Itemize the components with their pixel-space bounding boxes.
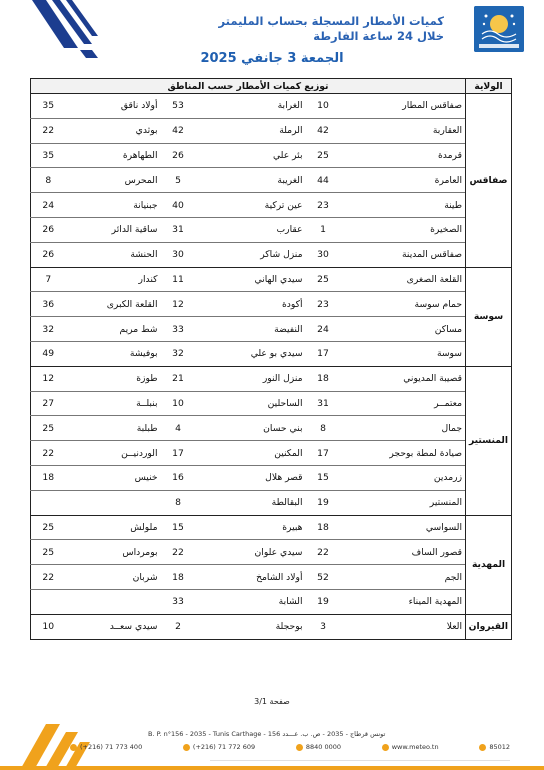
station-name: القلعة الكبرى [66, 292, 161, 317]
station-name: قرمدة [341, 143, 466, 168]
station-name: منزل شاكر [196, 242, 306, 267]
rainfall-value: 35 [31, 94, 66, 119]
table-row [31, 292, 512, 317]
station-name: العقاربة [341, 118, 466, 143]
rainfall-value: 1 [306, 217, 341, 242]
rainfall-value: 35 [31, 143, 66, 168]
rainfall-value: 23 [306, 292, 341, 317]
footer-phone-1-text: (+216) 71 773 400 [80, 743, 143, 751]
rainfall-value: 25 [31, 416, 66, 441]
header-distribution: توزيع كميات الأمطار حسب المناطق [31, 79, 466, 94]
station-name: الغريبة [196, 168, 306, 193]
footer-code-text: 85012 [489, 743, 510, 751]
station-name: سوسة [341, 341, 466, 366]
rainfall-value: 49 [31, 341, 66, 366]
station-name: بوثدي [66, 118, 161, 143]
rainfall-value: 3 [306, 614, 341, 639]
rainfall-value: 8 [161, 490, 196, 515]
rainfall-value: 32 [161, 341, 196, 366]
mail-icon [479, 744, 486, 751]
phone-icon [70, 744, 77, 751]
station-name: صفاقس المدينة [341, 242, 466, 267]
table-row [31, 94, 512, 119]
table-row [31, 341, 512, 366]
governorate-cell: المنستير [466, 366, 512, 515]
footer-phone-3 [296, 743, 341, 751]
station-name: صفاقس المطار [341, 94, 466, 119]
table-row [31, 416, 512, 441]
rainfall-value: 19 [306, 589, 341, 614]
rainfall-table [30, 78, 512, 640]
rainfall-value: 25 [31, 515, 66, 540]
table-row [31, 242, 512, 267]
station-name: طبلبة [66, 416, 161, 441]
rainfall-value: 8 [306, 416, 341, 441]
table-row [31, 391, 512, 416]
table-body [31, 94, 512, 640]
report-title [219, 14, 444, 44]
rainfall-value: 22 [31, 441, 66, 466]
governorate-cell: المهدية [466, 515, 512, 614]
rainfall-value: 33 [161, 317, 196, 342]
station-name: الشابة [196, 589, 306, 614]
table-row [31, 490, 512, 515]
station-name: بئر علي [196, 143, 306, 168]
rainfall-value: 25 [31, 540, 66, 565]
station-name [66, 589, 161, 614]
globe-icon [382, 744, 389, 751]
table-row [31, 465, 512, 490]
station-name: جمال [341, 416, 466, 441]
governorate-cell: سوسة [466, 267, 512, 366]
table-row [31, 540, 512, 565]
table-row [31, 366, 512, 391]
rainfall-value: 30 [161, 242, 196, 267]
station-name: القلعة الصغرى [341, 267, 466, 292]
rainfall-value: 23 [306, 193, 341, 218]
rainfall-value: 12 [31, 366, 66, 391]
station-name: المهدية الميناء [341, 589, 466, 614]
governorate-cell: القيروان [466, 614, 512, 639]
rainfall-value: 8 [31, 168, 66, 193]
station-name: البقالطة [196, 490, 306, 515]
rainfall-value: 19 [306, 490, 341, 515]
rainfall-value: 10 [161, 391, 196, 416]
phone-icon [296, 744, 303, 751]
rainfall-value: 10 [306, 94, 341, 119]
station-name: بنبلــة [66, 391, 161, 416]
table-row [31, 118, 512, 143]
station-name: سيدي بو علي [196, 341, 306, 366]
rainfall-value: 10 [31, 614, 66, 639]
station-name: المحرس [66, 168, 161, 193]
rainfall-value: 30 [306, 242, 341, 267]
footer-phone-3-text: 8840 0000 [305, 743, 341, 751]
rainfall-value: 22 [306, 540, 341, 565]
rainfall-value: 18 [306, 515, 341, 540]
station-name: قصر هلال [196, 465, 306, 490]
station-name: أولاد ناقق [66, 94, 161, 119]
station-name: زرمدين [341, 465, 466, 490]
table-row [31, 565, 512, 590]
station-name: الساحلين [196, 391, 306, 416]
station-name [66, 490, 161, 515]
station-name: سيدي علوان [196, 540, 306, 565]
table-row [31, 441, 512, 466]
rainfall-value: 12 [161, 292, 196, 317]
rainfall-value [31, 490, 66, 515]
rainfall-value: 15 [161, 515, 196, 540]
station-name: بني حسان [196, 416, 306, 441]
station-name: العامرة [341, 168, 466, 193]
station-name: سيدي الهاني [196, 267, 306, 292]
station-name: الصخيرة [341, 217, 466, 242]
rainfall-value: 22 [31, 565, 66, 590]
rainfall-value: 22 [161, 540, 196, 565]
station-name: شط مريم [66, 317, 161, 342]
rainfall-value: 22 [31, 118, 66, 143]
page-number: صفحة 3/1 [254, 697, 290, 706]
report-date: الجمعة 3 جانفي 2025 [200, 51, 344, 66]
station-name: معتمــر [341, 391, 466, 416]
rainfall-value: 18 [31, 465, 66, 490]
rainfall-value: 4 [161, 416, 196, 441]
rainfall-value: 18 [306, 366, 341, 391]
rainfall-value: 31 [161, 217, 196, 242]
station-name: بومرداس [66, 540, 161, 565]
station-name: خنيس [66, 465, 161, 490]
station-name: بوحجلة [196, 614, 306, 639]
rainfall-value: 36 [31, 292, 66, 317]
station-name: ملولش [66, 515, 161, 540]
rainfall-value: 27 [31, 391, 66, 416]
rainfall-value: 2 [161, 614, 196, 639]
table-row [31, 217, 512, 242]
rainfall-value: 25 [306, 143, 341, 168]
station-name: عين تركية [196, 193, 306, 218]
rainfall-value: 24 [306, 317, 341, 342]
footer-code [479, 743, 510, 751]
rainfall-value: 5 [161, 168, 196, 193]
station-name: قصور الساف [341, 540, 466, 565]
rainfall-value: 40 [161, 193, 196, 218]
station-name: الطهاهرة [66, 143, 161, 168]
table-header-row [31, 79, 512, 94]
station-name: أولاد الشامخ [196, 565, 306, 590]
meteo-logo [474, 6, 524, 52]
rainfall-value: 42 [161, 118, 196, 143]
rainfall-value: 16 [161, 465, 196, 490]
station-name: كندار [66, 267, 161, 292]
table-row [31, 614, 512, 639]
rainfall-value [31, 589, 66, 614]
station-name: الغرابة [196, 94, 306, 119]
fax-icon [183, 744, 190, 751]
station-name: صيادة لمطة بوحجر [341, 441, 466, 466]
station-name: طوزة [66, 366, 161, 391]
rainfall-value: 32 [31, 317, 66, 342]
footer-phone-1 [70, 743, 142, 751]
title-line-1: كميات الأمطار المسجلة بحساب المليمتر [218, 14, 444, 28]
footer-website-text[interactable]: www.meteo.tn [391, 743, 439, 751]
rainfall-value: 25 [306, 267, 341, 292]
station-name: الوردنيــن [66, 441, 161, 466]
footer-address: B. P. n°156 - 2035 - Tunis Carthage - تونس قرطاج - 2035 - ص. ب. عـــدد 156 [148, 730, 386, 738]
station-name: طينة [341, 193, 466, 218]
table-row [31, 267, 512, 292]
table-row [31, 143, 512, 168]
station-name: منزل النور [196, 366, 306, 391]
rainfall-value: 52 [306, 565, 341, 590]
rainfall-value: 44 [306, 168, 341, 193]
rainfall-value: 26 [31, 217, 66, 242]
table-row [31, 193, 512, 218]
rainfall-value: 53 [161, 94, 196, 119]
table-row [31, 168, 512, 193]
footer-phone-2 [183, 743, 255, 751]
rainfall-value: 18 [161, 565, 196, 590]
table-row [31, 515, 512, 540]
rainfall-value: 31 [306, 391, 341, 416]
governorate-cell: صفاقس [466, 94, 512, 268]
rainfall-value: 26 [161, 143, 196, 168]
table-row [31, 589, 512, 614]
station-name: هبيرة [196, 515, 306, 540]
rainfall-value: 33 [161, 589, 196, 614]
rainfall-value: 26 [31, 242, 66, 267]
title-line-2: خلال 24 ساعة الفارطة [313, 29, 444, 43]
rainfall-value: 11 [161, 267, 196, 292]
station-name: المنستير [341, 490, 466, 515]
station-name: عقارب [196, 217, 306, 242]
station-name: سيدي سعــد [66, 614, 161, 639]
header-governorate: الولاية [466, 79, 512, 94]
rainfall-value: 15 [306, 465, 341, 490]
station-name: بوفيشة [66, 341, 161, 366]
station-name: أكودة [196, 292, 306, 317]
footer-contacts [70, 743, 510, 751]
station-name: الحنشة [66, 242, 161, 267]
table-row [31, 317, 512, 342]
footer-phone-2-text: (+216) 71 772 609 [192, 743, 256, 751]
rainfall-value: 17 [306, 441, 341, 466]
station-name: مساكن [341, 317, 466, 342]
station-name: النفيضة [196, 317, 306, 342]
rainfall-value: 17 [306, 341, 341, 366]
rainfall-value: 7 [31, 267, 66, 292]
station-name: شربان [66, 565, 161, 590]
rainfall-value: 24 [31, 193, 66, 218]
rainfall-value: 17 [161, 441, 196, 466]
station-name: السواسي [341, 515, 466, 540]
station-name: حمام سوسة [341, 292, 466, 317]
station-name: الرملة [196, 118, 306, 143]
station-name: الجم [341, 565, 466, 590]
station-name: المكنين [196, 441, 306, 466]
station-name: قصيبة المديوني [341, 366, 466, 391]
footer-website[interactable] [382, 743, 439, 751]
station-name: جبنيانة [66, 193, 161, 218]
station-name: ساقية الدائر [66, 217, 161, 242]
rainfall-value: 21 [161, 366, 196, 391]
rainfall-value: 42 [306, 118, 341, 143]
station-name: العلا [341, 614, 466, 639]
